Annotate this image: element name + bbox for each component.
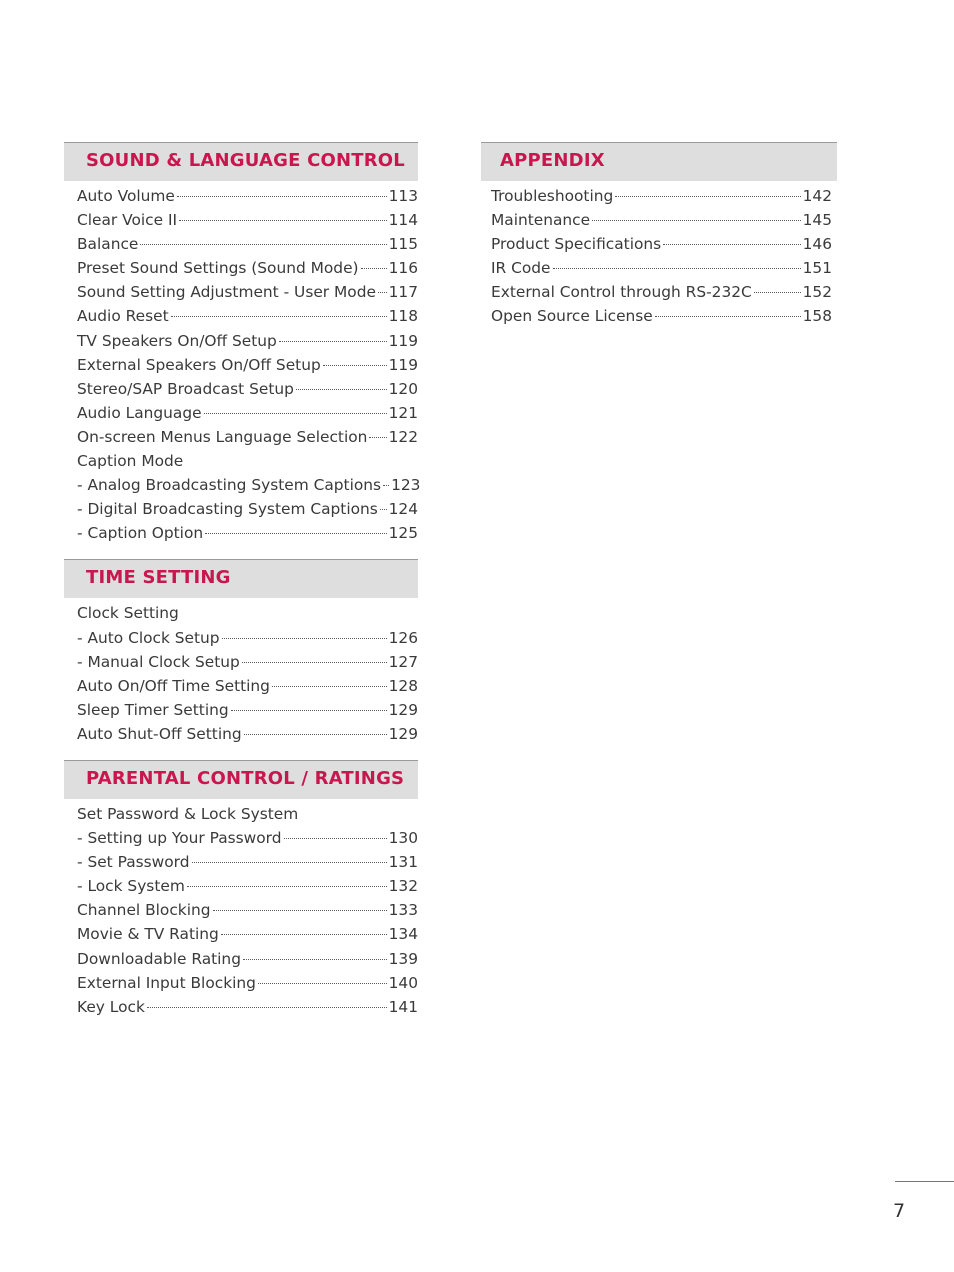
dot-leader [296,389,387,390]
toc-entry[interactable] [77,208,418,232]
toc-entry[interactable] [491,184,832,208]
dot-leader [192,862,387,863]
toc-entry[interactable] [77,232,418,256]
toc-entry-page: 140 [388,973,418,992]
dot-leader [615,196,800,197]
section-heading: PARENTAL CONTROL / RATINGS [64,760,418,799]
dot-leader [231,710,387,711]
dot-leader [222,638,387,639]
toc-entry[interactable] [77,449,418,473]
toc-entry-page: 123 [391,476,421,495]
toc-entry-list [64,799,418,1019]
toc-entry-page: 115 [388,235,418,254]
toc-entry-label: Troubleshooting [491,187,614,205]
dot-leader [655,316,801,317]
dot-leader [205,533,386,534]
toc-entry-label: Key Lock [77,997,145,1016]
toc-entry-page: 142 [802,187,832,205]
toc-entry-page: 128 [388,676,418,695]
toc-entry-list [64,181,421,545]
toc-entry[interactable] [77,971,418,995]
toc-entry-label: External Control through RS-232C [491,283,752,302]
toc-entry-page: 158 [802,307,832,326]
toc-entry-label: Movie & TV Rating [77,925,219,944]
toc-entry[interactable] [77,184,418,208]
section-heading: TIME SETTING [64,559,418,598]
toc-entry-label: - Analog Broadcasting System Captions [77,476,382,495]
toc-entry-page: 132 [388,877,418,896]
toc-entry-page: 117 [388,283,418,302]
toc-entry[interactable] [77,995,418,1019]
toc-entry-label: Maintenance [491,211,591,230]
toc-entry-page: 152 [802,283,832,302]
toc-entry[interactable] [77,353,418,377]
dot-leader [663,244,800,245]
toc-entry-page: 119 [388,355,418,374]
dot-leader [272,686,387,687]
toc-entry-page: 124 [388,500,418,519]
toc-entry-page: 145 [802,211,832,230]
dot-leader [243,959,387,960]
toc-entry-page: 118 [388,307,418,326]
dot-leader [213,910,387,911]
toc-entry-label: On-screen Menus Language Selection [77,427,368,446]
dot-leader [383,485,389,486]
toc-entry-label: Auto Shut-Off Setting [77,724,242,743]
toc-entry-label: Downloadable Rating [77,949,241,968]
toc-entry[interactable] [77,473,421,497]
dot-leader [147,1007,387,1008]
toc-entry-label: Auto Volume [77,187,175,205]
toc-section-appendix [481,142,837,329]
toc-entry-page: 120 [388,379,418,398]
toc-entry-page: 114 [388,211,418,230]
toc-entry-label: Sound Setting Adjustment - User Mode [77,283,376,302]
dot-leader [279,341,387,342]
toc-entry-page: 127 [388,652,418,671]
toc-entry[interactable] [77,922,418,946]
toc-entry-page: 129 [388,724,418,743]
dot-leader [369,437,386,438]
toc-section-time-setting [64,559,418,746]
toc-entry[interactable] [77,802,418,826]
toc-entry[interactable] [77,401,418,425]
toc-entry-label: Open Source License [491,307,653,326]
dot-leader [380,509,387,510]
toc-entry[interactable] [77,377,418,401]
toc-entry-page: 139 [388,949,418,968]
dot-leader [378,292,387,293]
toc-entry-label: Clear Voice II [77,211,178,230]
toc-entry[interactable] [77,722,418,746]
toc-entry-page: 130 [388,829,418,848]
toc-entry[interactable] [77,898,418,922]
dot-leader [177,196,387,197]
dot-leader [592,220,800,221]
toc-right-column [481,142,837,343]
dot-leader [244,734,387,735]
toc-entry-page: 129 [388,700,418,719]
toc-entry-page: 122 [388,427,418,446]
toc-entry-label: - Digital Broadcasting System Captions [77,500,378,519]
toc-entry-list [481,181,837,329]
toc-entry[interactable] [77,674,418,698]
toc-entry[interactable] [77,521,418,545]
toc-entry-page: 121 [388,403,418,422]
toc-entry[interactable] [77,947,418,971]
toc-entry-page: 126 [388,628,418,647]
toc-entry-label: Auto On/Off Time Setting [77,676,270,695]
toc-entry[interactable] [77,329,418,353]
toc-entry[interactable] [491,208,832,232]
toc-section-sound-language-control [64,142,421,545]
toc-entry[interactable] [491,280,832,304]
toc-entry-page: 119 [388,331,418,350]
toc-entry-page: 116 [388,259,418,278]
dot-leader [754,292,801,293]
toc-entry-page: 125 [388,524,418,543]
toc-entry-page: 113 [388,187,418,205]
dot-leader [221,934,387,935]
toc-entry-label: - Auto Clock Setup [77,628,220,647]
toc-entry-page: 131 [388,853,418,872]
dot-leader [361,268,387,269]
toc-entry[interactable] [77,874,418,898]
section-heading: SOUND & LANGUAGE CONTROL [64,142,418,181]
toc-entry[interactable] [77,280,418,304]
page-number-rule [895,1181,954,1182]
toc-entry-page: 141 [388,997,418,1016]
toc-entry[interactable] [491,232,832,256]
dot-leader [323,365,387,366]
dot-leader [179,220,387,221]
toc-entry-label: TV Speakers On/Off Setup [77,331,277,350]
toc-entry[interactable] [491,256,832,280]
toc-entry-label: - Set Password [77,853,190,872]
dot-leader [553,268,801,269]
toc-entry-label: Set Password & Lock System [77,804,299,823]
toc-entry-label: IR Code [491,259,551,278]
dot-leader [258,983,387,984]
dot-leader [204,413,387,414]
toc-entry-label: Product Specifications [491,235,662,254]
toc-entry-label: Stereo/SAP Broadcast Setup [77,379,294,398]
toc-entry[interactable] [77,601,418,625]
dot-leader [140,244,386,245]
toc-entry-page: 146 [802,235,832,254]
toc-entry[interactable] [77,650,418,674]
toc-entry[interactable] [491,304,832,328]
toc-entry[interactable] [77,497,418,521]
toc-entry-label: Caption Mode [77,452,184,471]
toc-entry-label: - Lock System [77,877,185,896]
toc-entry[interactable] [77,850,418,874]
toc-entry-page: 151 [802,259,832,278]
toc-entry-label: Channel Blocking [77,901,211,920]
toc-entry-label: External Speakers On/Off Setup [77,355,321,374]
section-heading: APPENDIX [481,142,837,181]
toc-entry[interactable] [77,626,418,650]
toc-entry-label: Sleep Timer Setting [77,700,229,719]
page-number: 7 [893,1200,906,1222]
toc-entry[interactable] [77,698,418,722]
toc-entry-label: - Setting up Your Password [77,829,282,848]
toc-entry-label: Audio Reset [77,307,169,326]
toc-entry-list [64,598,418,746]
toc-entry-label: - Caption Option [77,524,204,543]
toc-entry-page: 133 [388,901,418,920]
toc-entry-label: Audio Language [77,403,202,422]
toc-entry[interactable] [77,256,418,280]
toc-entry[interactable] [77,304,418,328]
toc-entry-label: Clock Setting [77,604,179,623]
dot-leader [284,838,387,839]
toc-entry-label: - Manual Clock Setup [77,652,240,671]
toc-left-column [64,142,421,1033]
toc-entry-page: 134 [388,925,418,944]
toc-entry-label: External Input Blocking [77,973,256,992]
dot-leader [187,886,387,887]
toc-entry[interactable] [77,826,418,850]
toc-section-parental-control-ratings [64,760,418,1019]
dot-leader [242,662,387,663]
dot-leader [171,316,387,317]
toc-entry[interactable] [77,425,418,449]
toc-entry-label: Preset Sound Settings (Sound Mode) [77,259,359,278]
toc-entry-label: Balance [77,235,139,254]
